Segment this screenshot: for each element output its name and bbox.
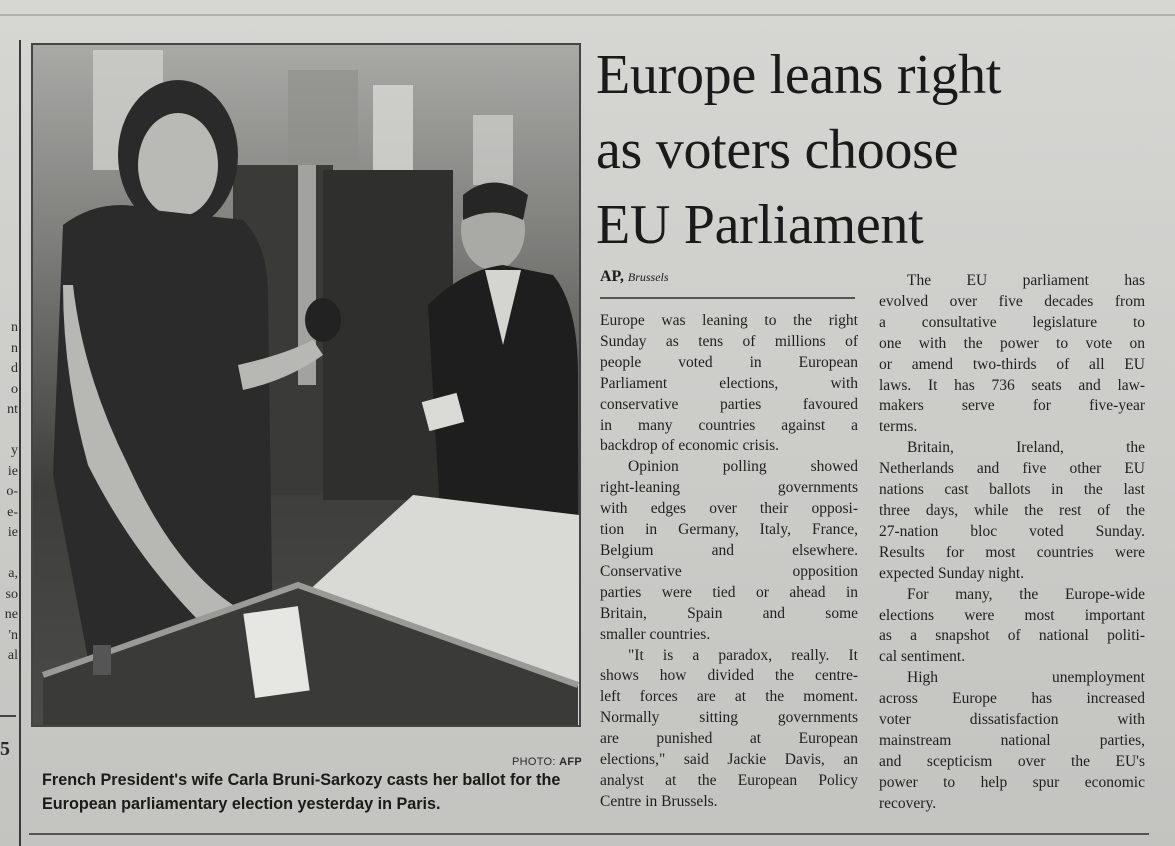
article-line: High unemployment [907, 669, 1145, 687]
article-paragraph [600, 457, 858, 645]
article-paragraph [879, 438, 1145, 584]
article-line: 27-nation bloc voted Sunday. [879, 522, 1145, 540]
article-paragraph [879, 271, 1145, 438]
article-line: parties were tied or ahead in [600, 583, 858, 601]
article-line: conservative parties favoured [600, 395, 858, 413]
article-line: expected Sunday night. [879, 564, 1025, 582]
article-line: and scepticism over the EU's [879, 752, 1145, 770]
top-divider [0, 14, 1175, 16]
article-line: terms. [879, 418, 918, 436]
article-line: across Europe has increased [879, 690, 1145, 708]
article-line: or amend two-thirds of all EU [879, 355, 1145, 373]
headline-line: as voters choose [596, 119, 959, 181]
article-line: three days, while the rest of the [879, 501, 1145, 519]
byline-location: Brussels [627, 270, 669, 284]
article-line: backdrop of economic crisis. [600, 437, 780, 455]
article-line: are punished at European [600, 730, 858, 748]
adjacent-column-rule [0, 715, 16, 717]
adjacent-column-line: y [11, 442, 18, 458]
article-line: tion in Germany, Italy, France, [600, 521, 858, 539]
article-line: Results for most countries were [879, 543, 1145, 561]
article-line: Centre in Brussels. [600, 792, 718, 810]
news-photo [31, 43, 581, 727]
article-line: voter dissatisfaction with [879, 711, 1145, 729]
byline-agency: AP, [600, 268, 624, 285]
adjacent-column-line: ie [7, 525, 18, 541]
adjacent-column-line: d [11, 361, 18, 377]
adjacent-column-line: nt [7, 402, 18, 418]
adjacent-column-line [0, 421, 18, 441]
adjacent-column-line: o- [6, 484, 18, 500]
adjacent-column-line: ne [4, 607, 18, 623]
photo-credit-agency: AFP [559, 756, 583, 768]
article-line: recovery. [879, 794, 937, 812]
article-line: a consultative legislature to [879, 313, 1145, 331]
article-line: as a snapshot of national politi- [879, 627, 1145, 645]
byline-rule [600, 297, 855, 299]
article-line: in many countries against a [600, 416, 858, 434]
article-line: evolved over five decades from [879, 292, 1145, 310]
article-line: shows how divided the centre- [600, 667, 858, 685]
adjacent-column-line: so [5, 586, 18, 602]
photo-credit-label: PHOTO: [512, 756, 556, 768]
adjacent-column-line: a, [8, 565, 18, 581]
article-line: left forces are at the moment. [600, 688, 858, 706]
article-line: mainstream national parties, [879, 731, 1145, 749]
adjacent-column-fragment [0, 318, 18, 667]
article-line: "It is a paradox, really. It [628, 646, 858, 664]
photo-illustration [33, 45, 579, 725]
article-line: Sunday as tens of millions of [600, 332, 858, 350]
article-line: Conservative opposition [600, 562, 858, 580]
article-paragraph [600, 646, 858, 813]
article-line: For many, the Europe-wide [907, 585, 1145, 603]
article-line: Normally sitting governments [600, 709, 858, 727]
article-line: elections," said Jackie Davis, an [600, 751, 858, 769]
adjacent-column-line: 'n [8, 627, 18, 643]
article-line: cal sentiment. [879, 648, 966, 666]
article-line: Parliament elections, with [600, 374, 858, 392]
photo-credit [512, 756, 582, 768]
article-paragraph [879, 585, 1145, 669]
article-line: one with the power to vote on [879, 334, 1145, 352]
adjacent-column-line: e- [7, 504, 18, 520]
bottom-divider [29, 833, 1149, 835]
article-line: analyst at the European Policy [600, 771, 858, 789]
article-paragraph [600, 311, 858, 457]
article-line: Europe was leaning to the right [600, 312, 858, 329]
article-line: nations cast ballots in the last [879, 481, 1145, 499]
article-line: Belgium and elsewhere. [600, 541, 858, 559]
adjacent-column-line [0, 544, 18, 564]
column-divider [19, 40, 21, 846]
adjacent-column-line: al [7, 648, 18, 664]
headline [596, 38, 1156, 263]
adjacent-column-line: o [11, 381, 18, 397]
photo-caption: French President's wife Carla Bruni-Sarkozy casts her ballot for the European parliamentary election yesterday in Paris. [42, 771, 561, 813]
article-line: power to help spur economic [879, 773, 1145, 791]
adjacent-column-line: n [11, 320, 18, 335]
article-line: smaller countries. [600, 625, 711, 643]
article-paragraph [879, 668, 1145, 814]
article-line: Opinion polling showed [628, 458, 858, 476]
article-column-2 [879, 271, 1145, 815]
article-line: Britain, Spain and some [600, 604, 858, 622]
article-line: Netherlands and five other EU [879, 460, 1145, 478]
adjacent-column-line: n [11, 340, 18, 356]
headline-line: EU Parliament [596, 194, 924, 256]
headline-line: Europe leans right [596, 44, 1002, 106]
article-line: people voted in European [600, 353, 858, 371]
article-line: laws. It has 736 seats and law- [879, 376, 1145, 394]
adjacent-column-line: ie [7, 463, 18, 479]
article-line: The EU parliament has [907, 272, 1145, 289]
article-line: makers serve for five-year [879, 397, 1145, 415]
article-column-1 [600, 311, 858, 813]
article-line: right-leaning governments [600, 479, 858, 497]
article-line: with edges over their opposi- [600, 500, 858, 518]
byline [600, 268, 669, 286]
article-line: Britain, Ireland, the [907, 439, 1145, 457]
adjacent-column-digit: 5 [0, 738, 10, 760]
article-line: elections were most important [879, 606, 1145, 624]
